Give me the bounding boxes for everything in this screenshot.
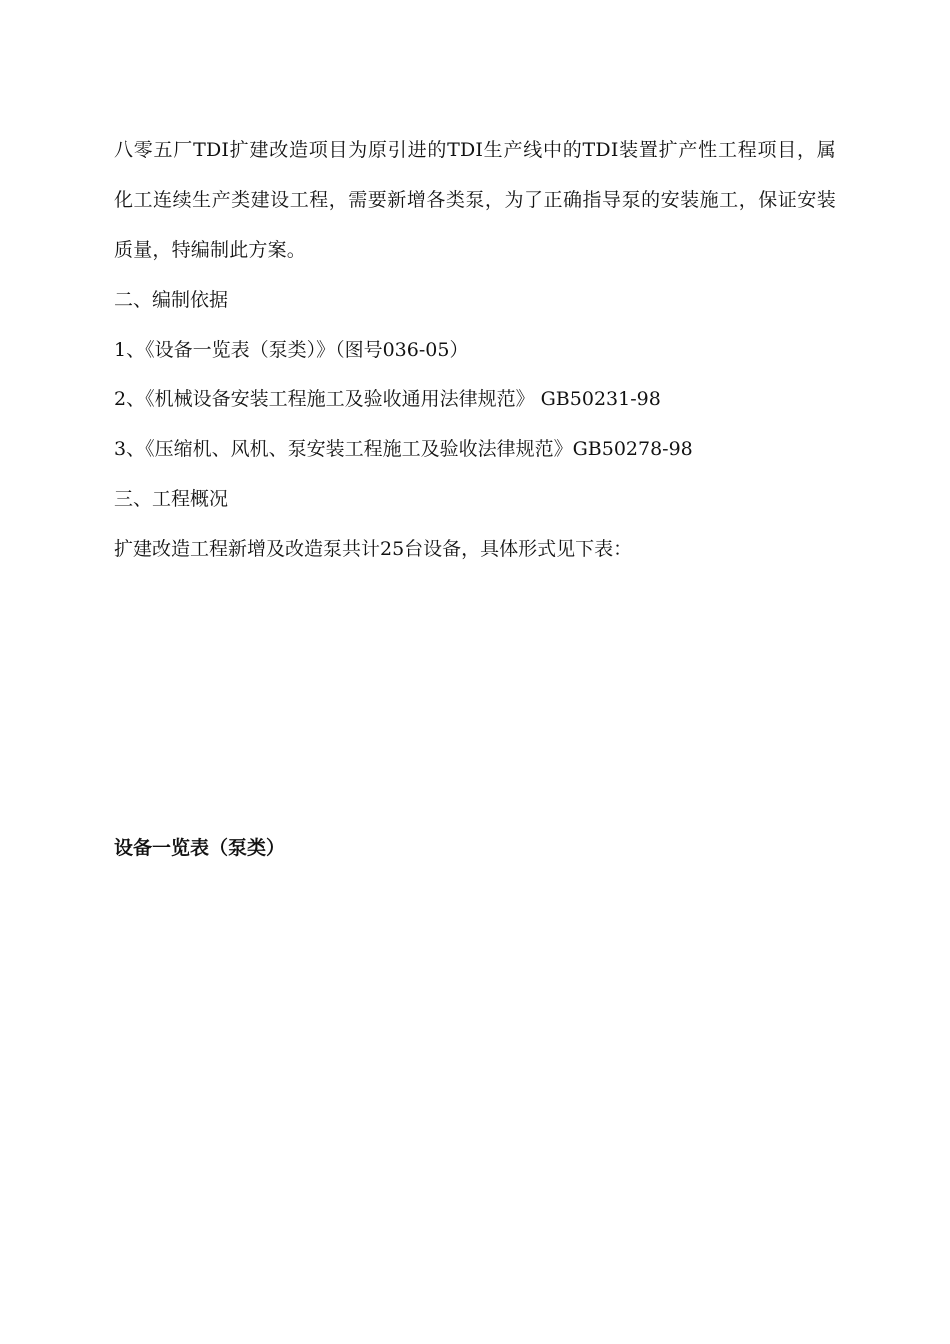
- section-heading-overview: 三、工程概况: [114, 488, 229, 510]
- basis-item-1: 1、《设备一览表（泵类）》（图号036-05）: [114, 339, 469, 361]
- overview-text: 扩建改造工程新增及改造泵共计25台设备，具体形式见下表：: [114, 538, 633, 560]
- equipment-table-title: 设备一览表（泵类）: [114, 837, 286, 859]
- section-heading-basis: 二、编制依据: [114, 289, 229, 311]
- basis-item-3: 3、《压缩机、风机、泵安装工程施工及验收法律规范》GB50278-98: [114, 438, 693, 460]
- intro-paragraph: 八零五厂TDI扩建改造项目为原引进的TDI生产线中的TDI装置扩产性工程项目，属化工连续生产类建设工程，需要新增各类泵，为了正确指导泵的安装施工，保证安装质量，特编制此方案。: [114, 139, 836, 261]
- basis-item-2: 2、《机械设备安装工程施工及验收通用法律规范》 GB50231-98: [114, 388, 661, 410]
